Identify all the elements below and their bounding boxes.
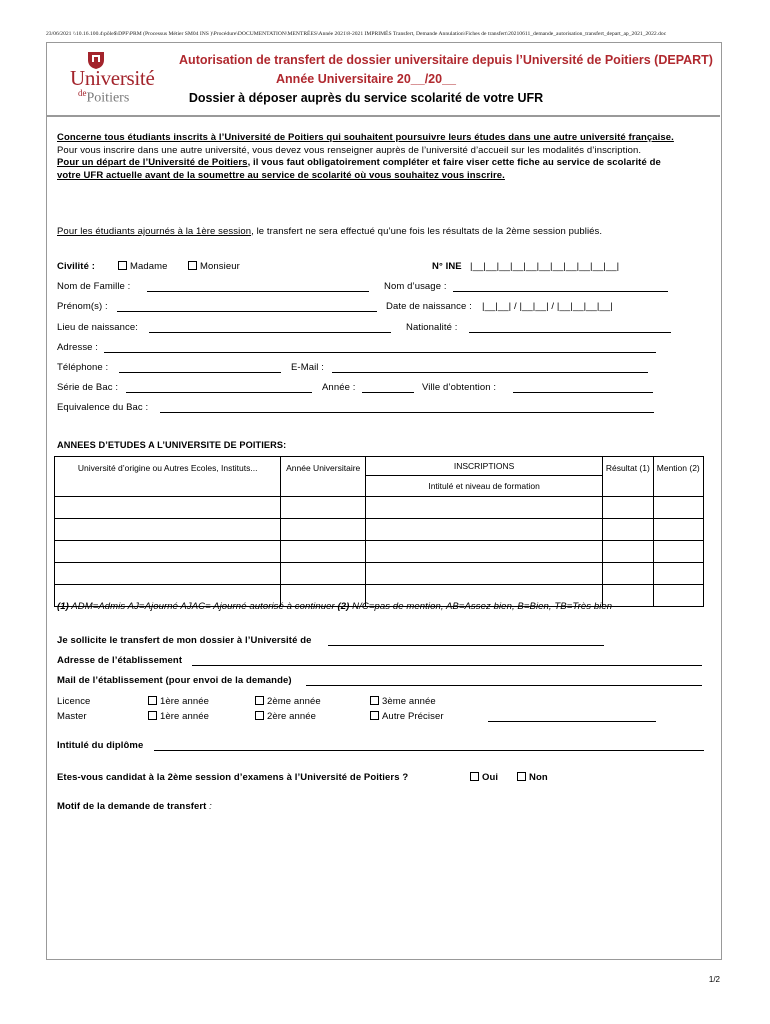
autre-preciser-field[interactable] <box>488 713 656 722</box>
monsieur-checkbox[interactable] <box>188 261 197 270</box>
master-1-label: 1ère année <box>160 711 210 722</box>
studies-heading: ANNEES D’ETUDES A L’UNIVERSITE DE POITIERS: <box>57 440 287 450</box>
equivalence-label: Equivalence du Bac : <box>57 402 149 413</box>
nom-usage-field[interactable] <box>453 283 668 292</box>
autre-label: Autre Préciser <box>382 711 444 722</box>
ine-label: N° INE <box>432 261 462 272</box>
table-row[interactable] <box>55 563 704 585</box>
mail-etab-label: Mail de l’établissement (pour envoi de la demande) <box>57 675 292 686</box>
footnote-2-text: N/C=pas de mention, AB=Assez bien, B=Bien, TB=Très bien <box>349 601 613 612</box>
header-separator <box>46 115 720 117</box>
footnote-1-marker: (1) <box>57 601 69 612</box>
serie-bac-field[interactable] <box>126 384 312 393</box>
intro-ajournes <box>57 226 602 237</box>
logo-text-de: de <box>78 88 87 98</box>
licence-3-checkbox[interactable] <box>370 696 379 705</box>
nom-famille-field[interactable] <box>147 283 369 292</box>
ville-obtention-label: Ville d’obtention : <box>422 382 497 393</box>
licence-3-label: 3ème année <box>382 696 436 707</box>
university-destination-field[interactable] <box>328 637 604 646</box>
footnote-1-text: ADM=Admis AJ=Ajourné AJAC= Ajourné autorisé à continuer <box>68 601 338 612</box>
adresse-field[interactable] <box>104 344 656 353</box>
form-title: Autorisation de transfert de dossier universitaire depuis l’Université de Poitiers (DEPART) <box>179 53 713 67</box>
adresse-etab-field[interactable] <box>192 657 702 666</box>
licence-label: Licence <box>57 696 91 707</box>
lieu-naissance-field[interactable] <box>149 324 391 333</box>
email-field[interactable] <box>332 364 648 373</box>
licence-2-option[interactable] <box>255 696 321 707</box>
telephone-label: Téléphone : <box>57 362 109 373</box>
academic-year-title: Année Universitaire 20__/20__ <box>276 72 456 86</box>
col-resultat-header: Résultat (1) <box>603 457 653 497</box>
col-mention-header: Mention (2) <box>653 457 703 497</box>
equivalence-field[interactable] <box>160 404 654 413</box>
intro-concerne: Concerne tous étudiants inscrits à l’Université de Poitiers qui souhaitent poursuivre leurs études dans une autre université française. <box>57 132 674 143</box>
intro-depart-rest: , il vous faut obligatoirement compléter et faire viser cette fiche au service de scolarité de <box>247 157 661 168</box>
ville-obtention-field[interactable] <box>513 384 653 393</box>
non-checkbox[interactable] <box>517 772 526 781</box>
header-file-path: 23/06/2021 \\10.16.100.4\pôle$\DPF\PRM (Processus Métier SM04 INS )\Procédure\DOCUMENTATION\MENTRÉES\Année 2021\8-2021 IMPRIMÉS Transfert, Demande Annulation\Fiches de transfert\20210611_demande_autorisation_transfert_depart_ap_2021_2022.doc <box>46 31 667 37</box>
col-inscriptions-header: INSCRIPTIONS <box>366 457 603 476</box>
licence-1-label: 1ère année <box>160 696 210 707</box>
master-2-checkbox[interactable] <box>255 711 264 720</box>
licence-1-checkbox[interactable] <box>148 696 157 705</box>
prenoms-label: Prénom(s) : <box>57 301 108 312</box>
annee-bac-label: Année : <box>322 382 356 393</box>
monsieur-label: Monsieur <box>200 261 240 272</box>
licence-1-option[interactable] <box>148 696 209 707</box>
page-number: 1/2 <box>708 975 720 984</box>
intitule-diplome-field[interactable] <box>154 742 704 751</box>
col-intitule-header: Intitulé et niveau de formation <box>366 476 603 497</box>
university-logo <box>62 50 170 110</box>
motif-colon: : <box>209 801 212 812</box>
lieu-naissance-label: Lieu de naissance: <box>57 322 139 333</box>
email-label: E-Mail : <box>291 362 324 373</box>
logo-text-poitiers <box>78 88 129 107</box>
table-row[interactable] <box>55 519 704 541</box>
madame-label: Madame <box>130 261 168 272</box>
licence-3-option[interactable] <box>370 696 436 707</box>
studies-table <box>54 456 704 607</box>
civilite-label: Civilité : <box>57 261 95 272</box>
date-naissance-field[interactable]: |__|__| / |__|__| / |__|__|__|__| <box>482 301 613 312</box>
col-annee-header: Année Universitaire <box>281 457 366 497</box>
adresse-label: Adresse : <box>57 342 99 353</box>
form-subtitle: Dossier à déposer auprès du service scolarité de votre UFR <box>188 91 544 105</box>
candidat-question: Etes-vous candidat à la 2ème session d’examens à l’Université de Poitiers ? <box>57 772 409 783</box>
logo-text-poitiers-word: Poitiers <box>86 90 130 106</box>
nationalite-label: Nationalité : <box>406 322 458 333</box>
prenoms-field[interactable] <box>117 303 377 312</box>
motif-text: Motif de la demande de transfert <box>57 801 207 812</box>
nom-usage-label: Nom d’usage : <box>384 281 447 292</box>
oui-option[interactable] <box>470 772 498 783</box>
annee-bac-field[interactable] <box>362 384 414 393</box>
ajournes-text: , le transfert ne sera effectué qu’une fois les résultats de la 2ème session publiés. <box>251 226 603 237</box>
table-row[interactable] <box>55 541 704 563</box>
date-naissance-label: Date de naissance : <box>386 301 472 312</box>
non-option[interactable] <box>517 772 548 783</box>
adresse-etab-label: Adresse de l’établissement <box>57 655 183 666</box>
motif-label <box>57 801 212 812</box>
oui-checkbox[interactable] <box>470 772 479 781</box>
table-row[interactable] <box>55 497 704 519</box>
madame-checkbox[interactable] <box>118 261 127 270</box>
nationalite-field[interactable] <box>469 324 671 333</box>
licence-2-label: 2ème année <box>267 696 321 707</box>
master-1-checkbox[interactable] <box>148 711 157 720</box>
master-2-option[interactable] <box>255 711 316 722</box>
footnote-2-marker: (2) <box>337 601 350 612</box>
ajournes-label: Pour les étudiants ajournés à la 1ère session <box>57 226 252 237</box>
nom-famille-label: Nom de Famille : <box>57 281 131 292</box>
madame-option[interactable] <box>118 261 168 272</box>
intro-depart-underlined: Pour un départ de l’Université de Poitiers <box>57 157 248 168</box>
autre-checkbox[interactable] <box>370 711 379 720</box>
telephone-field[interactable] <box>119 364 281 373</box>
monsieur-option[interactable] <box>188 261 240 272</box>
mail-etab-field[interactable] <box>306 677 702 686</box>
licence-2-checkbox[interactable] <box>255 696 264 705</box>
non-label: Non <box>529 772 548 783</box>
serie-bac-label: Série de Bac : <box>57 382 119 393</box>
motif-textarea[interactable] <box>57 818 707 948</box>
intro-depart <box>57 157 661 168</box>
studies-footnote <box>57 601 612 612</box>
intro-ufr: votre UFR actuelle avant de la soumettre au service de scolarité où vous souhaitez vous inscrire. <box>57 170 505 181</box>
ine-field[interactable]: |__|__|__|__|__|__|__|__|__|__|__| <box>470 261 620 272</box>
logo-text-universite: Université <box>70 66 155 90</box>
col-univ-header: Université d’origine ou Autres Ecoles, Instituts... <box>55 457 281 497</box>
master-1-option[interactable] <box>148 711 209 722</box>
intro-inscription: Pour vous inscrire dans une autre université, vous devez vous renseigner auprès de l’université d’accueil sur les modalités d’inscription. <box>57 145 642 156</box>
intitule-diplome-label: Intitulé du diplôme <box>57 740 144 751</box>
master-label: Master <box>57 711 87 722</box>
master-2-label: 2ère année <box>267 711 317 722</box>
oui-label: Oui <box>482 772 499 783</box>
autre-option[interactable] <box>370 711 444 722</box>
sollicite-label: Je sollicite le transfert de mon dossier à l’Université de <box>57 635 312 646</box>
